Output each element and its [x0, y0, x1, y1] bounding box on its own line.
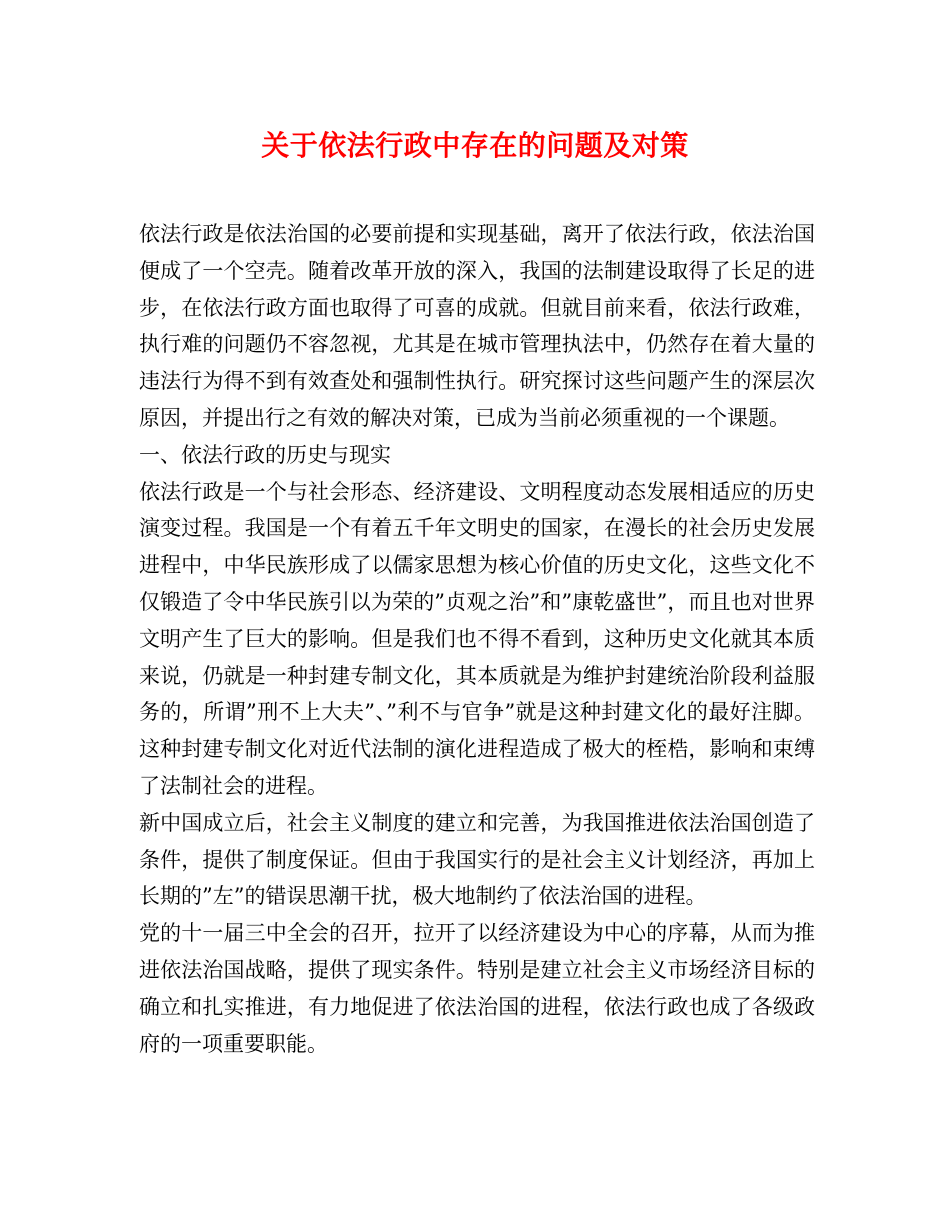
document-body — [139, 216, 815, 1062]
intro-paragraph: 依法行政是依法治国的必要前提和实现基础，离开了依法行政，依法治国便成了一个空壳。随着改革开放的深入，我国的法制建设取得了长足的进步，在依法行政方面也取得了可喜的成就。但就目前来看，依法行政难，执行难的问题仍不容忽视，尤其是在城市管理执法中，仍然存在着大量的违法行为得不到有效查处和强制性执行。研究探讨这些问题产生的深层次原因，并提出行之有效的解决对策，已成为当前必须重视的一个课题。 — [139, 222, 815, 430]
document-title: 关于依法行政中存在的问题及对策 — [261, 129, 689, 162]
body-paragraph: 依法行政是一个与社会形态、经济建设、文明程度动态发展相适应的历史演变过程。我国是一个有着五千年文明史的国家，在漫长的社会历史发展进程中，中华民族形成了以儒家思想为核心价值的历史文化，这些文化不仅锻造了令中华民族引以为荣的”贞观之治”和”康乾盛世”，而且也对世界文明产生了巨大的影响。但是我们也不得不看到，这种历史文化就其本质来说，仍就是一种封建专制文化，其本质就是为维护封建统治阶段利益服务的，所谓”刑不上大夫”、”利不与官争”就是这种封建文化的最好注脚。这种封建专制文化对近代法制的演化进程造成了极大的桎梏，影响和束缚了法制社会的进程。 — [139, 479, 815, 798]
section-heading: 一、依法行政的历史与现实 — [139, 442, 391, 467]
body-paragraph: 新中国成立后，社会主义制度的建立和完善，为我国推进依法治国创造了条件，提供了制度保证。但由于我国实行的是社会主义计划经济，再加上长期的”左”的错误思潮干扰，极大地制约了依法治国的进程。 — [139, 810, 815, 909]
body-paragraph: 党的十一届三中全会的召开，拉开了以经济建设为中心的序幕，从而为推进依法治国战略，提供了现实条件。特别是建立社会主义市场经济目标的确立和扎实推进，有力地促进了依法治国的进程，依法行政也成了各级政府的一项重要职能。 — [139, 921, 815, 1056]
